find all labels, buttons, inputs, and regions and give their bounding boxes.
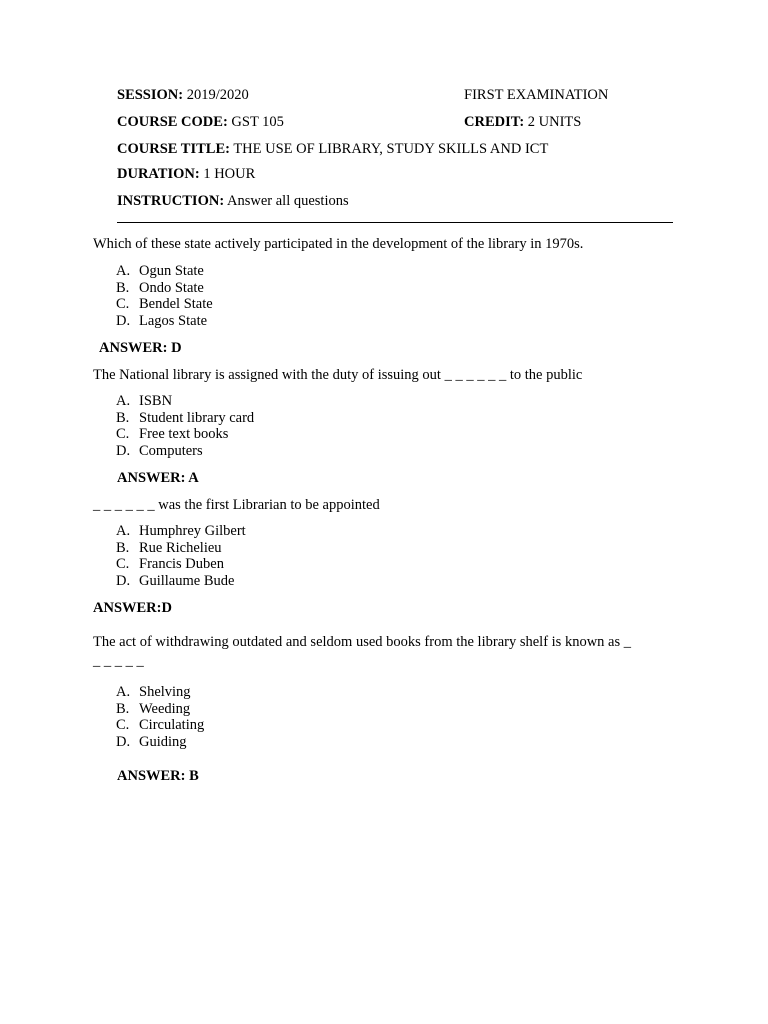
option-text: Free text books: [139, 426, 229, 443]
instruction-label: INSTRUCTION:: [117, 193, 225, 209]
duration-line: [117, 166, 255, 183]
question-4-options: [116, 684, 204, 751]
option: [116, 443, 254, 460]
course-title-line: [117, 141, 548, 158]
option-letter: A.: [116, 263, 131, 279]
option: [116, 426, 254, 443]
option-text: Ondo State: [139, 279, 204, 296]
option: [116, 263, 213, 280]
question-4-text-line2: _ _ _ _ _: [93, 653, 144, 669]
option-letter: B.: [116, 409, 130, 426]
credit-label: CREDIT:: [464, 114, 525, 130]
option: [116, 734, 204, 751]
option-letter: A.: [116, 523, 131, 539]
course-title-label: COURSE TITLE:: [117, 141, 230, 157]
option-text: Rue Richelieu: [139, 539, 222, 556]
session-value: 2019/2020: [186, 87, 249, 103]
option-text: Ogun State: [139, 263, 204, 279]
option-letter: C.: [116, 717, 130, 734]
option: [116, 393, 254, 410]
question-1-options: [116, 263, 213, 330]
course-code-line: [117, 114, 284, 131]
duration-value: 1 HOUR: [203, 166, 256, 182]
question-1-text: Which of these state actively participated in the development of the library in 1970s.: [93, 236, 584, 252]
question-3-options: [116, 523, 246, 590]
option: [116, 573, 246, 590]
option-text: Student library card: [139, 409, 255, 426]
option-letter: C.: [116, 556, 130, 573]
option-text: Circulating: [139, 717, 205, 734]
option-text: Francis Duben: [139, 556, 224, 573]
option-letter: C.: [116, 296, 130, 313]
question-2-options: [116, 393, 254, 460]
option: [116, 523, 246, 540]
option-letter: A.: [116, 684, 131, 700]
option-text: ISBN: [139, 393, 173, 409]
option-letter: B.: [116, 279, 130, 296]
session-line: [117, 87, 249, 104]
option: [116, 540, 246, 557]
option-letter: B.: [116, 539, 130, 556]
exam-type: FIRST EXAMINATION: [464, 87, 609, 103]
course-code-value: GST 105: [231, 114, 284, 130]
question-3-text: _ _ _ _ _ _ was the first Librarian to be appointed: [93, 497, 380, 513]
option: [116, 701, 204, 718]
session-label: SESSION:: [117, 87, 184, 103]
option-letter: D.: [116, 443, 131, 460]
question-1-answer: ANSWER: D: [99, 340, 182, 356]
option-text: Bendel State: [139, 296, 213, 313]
option: [116, 313, 213, 330]
instruction-line: [117, 193, 349, 210]
option-letter: D.: [116, 313, 131, 330]
option: [116, 684, 204, 701]
option-letter: D.: [116, 573, 131, 590]
option-text: Guillaume Bude: [139, 573, 235, 590]
option-text: Shelving: [139, 684, 191, 700]
option-text: Humphrey Gilbert: [139, 523, 246, 539]
question-4-text-line1: The act of withdrawing outdated and seldom used books from the library shelf is known as _: [93, 634, 631, 650]
course-code-label: COURSE CODE:: [117, 114, 228, 130]
course-title-value: THE USE OF LIBRARY, STUDY SKILLS AND ICT: [233, 141, 549, 157]
option-text: Guiding: [139, 734, 187, 751]
option: [116, 296, 213, 313]
header-divider: [117, 222, 673, 223]
question-2-text: The National library is assigned with the duty of issuing out _ _ _ _ _ _ to the public: [93, 367, 583, 383]
instruction-value: Answer all questions: [227, 193, 349, 209]
option: [116, 717, 204, 734]
option-letter: D.: [116, 734, 131, 751]
question-2-answer: ANSWER: A: [117, 470, 199, 486]
option-text: Computers: [139, 443, 203, 460]
option-text: Weeding: [139, 700, 191, 717]
option: [116, 556, 246, 573]
option-letter: B.: [116, 700, 130, 717]
credit-line: [464, 114, 581, 131]
credit-value: 2 UNITS: [527, 114, 582, 130]
option-letter: C.: [116, 426, 130, 443]
question-4-answer: ANSWER: B: [117, 768, 199, 784]
question-3-answer: ANSWER:D: [93, 600, 172, 616]
option: [116, 410, 254, 427]
option-text: Lagos State: [139, 313, 208, 330]
option-letter: A.: [116, 393, 131, 409]
duration-label: DURATION:: [117, 166, 200, 182]
option: [116, 280, 213, 297]
